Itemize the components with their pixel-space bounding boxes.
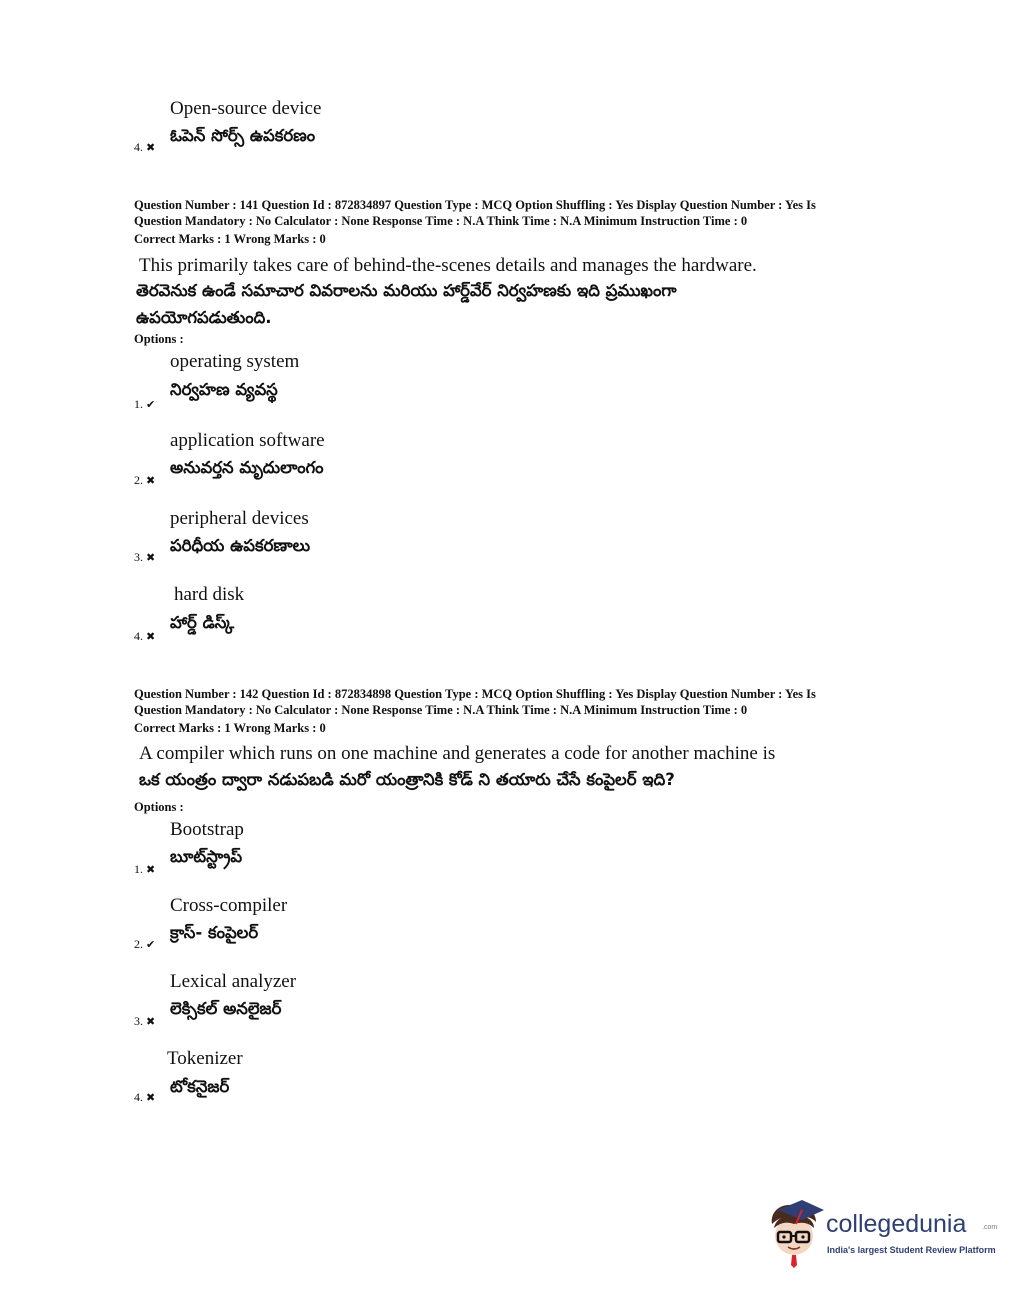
question-meta-line2: Question Mandatory : No Calculator : None Response Time : N.A Think Time : N.A Minimum Instruction Time : 0 [134,214,748,228]
option-number: 1. ✖ [134,862,156,876]
cross-icon: ✖ [146,142,156,154]
logo-domain: .com [982,1224,998,1231]
logo-tagline: India's largest Student Review Platform [827,1245,996,1255]
cross-icon: ✖ [146,631,156,643]
option-text-en: peripheral devices [170,508,309,529]
option-number: 2. ✔ [134,937,156,951]
option-text-en: hard disk [174,584,245,605]
cross-icon: ✖ [146,475,156,487]
option-text-te: టోకనైజర్ [170,1077,230,1096]
question-text-te: ఒక యంత్రం ద్వారా నడుపబడి మరో యంత్రానికి కోడ్ ని తయారు చేసే కంపైలర్ ఇది? [139,770,675,789]
option-text-en: operating system [170,351,300,372]
option-text-te: లెక్సికల్ అనలైజర్ [170,999,282,1018]
option-number: 1. ✔ [134,397,156,411]
option-text-en: Bootstrap [170,819,244,840]
cross-icon: ✖ [146,1016,156,1028]
options-label: Options : [134,800,184,814]
option-number: 4. ✖ [134,140,156,154]
mascot-icon [766,1198,826,1268]
question-text-en: A compiler which runs on one machine and generates a code for another machine is [139,743,776,764]
option-text-en: Open-source device [170,98,322,119]
option-text-te: అనువర్తన మృదులాంగం [170,458,324,477]
question-text-te-cont: ఉపయోగపడుతుంది. [136,308,272,327]
option-number: 3. ✖ [134,550,156,564]
option-text-en: Tokenizer [167,1048,243,1069]
option-text-te: నిర్వహణ వ్యవస్థ [170,380,278,399]
collegedunia-logo [766,1198,996,1270]
option-text-en: Lexical analyzer [170,971,297,992]
question-marks: Correct Marks : 1 Wrong Marks : 0 [134,232,326,246]
option-text-te: క్రాస్- కంపైలర్ [170,923,259,942]
logo-wordmark: collegedunia [826,1210,967,1238]
question-text-te: తెరవెనుక ఉండే సమాచార వివరాలను మరియు హార్డ్‌వేర్ నిర్వహణకు ఇది ప్రముఖంగా [136,281,677,300]
check-icon: ✔ [146,399,156,411]
cross-icon: ✖ [146,552,156,564]
question-meta-line1: Question Number : 141 Question Id : 872834897 Question Type : MCQ Option Shuffling : Yes Display Question Number : Yes Is [134,198,816,212]
option-number: 2. ✖ [134,473,156,487]
check-icon: ✔ [146,939,156,951]
option-number: 4. ✖ [134,629,156,643]
question-marks: Correct Marks : 1 Wrong Marks : 0 [134,721,326,735]
cross-icon: ✖ [146,864,156,876]
option-text-te: హార్డ్ డిస్క్ [170,613,235,632]
option-number: 3. ✖ [134,1014,156,1028]
option-text-en: Cross-compiler [170,895,288,916]
cross-icon: ✖ [146,1092,156,1104]
options-label: Options : [134,332,184,346]
option-text-te: బూట్‌స్ట్రాప్ [170,847,243,866]
option-text-en: application software [170,430,325,451]
option-text-te: ఓపెన్ సోర్స్ ఉపకరణం [170,126,316,145]
option-text-te: పరిధీయ ఉపకరణాలు [170,536,311,555]
question-meta-line2: Question Mandatory : No Calculator : None Response Time : N.A Think Time : N.A Minimum Instruction Time : 0 [134,703,748,717]
question-meta-line1: Question Number : 142 Question Id : 872834898 Question Type : MCQ Option Shuffling : Yes Display Question Number : Yes Is [134,687,816,701]
question-text-en: This primarily takes care of behind-the-scenes details and manages the hardware. [139,255,757,276]
option-number: 4. ✖ [134,1090,156,1104]
